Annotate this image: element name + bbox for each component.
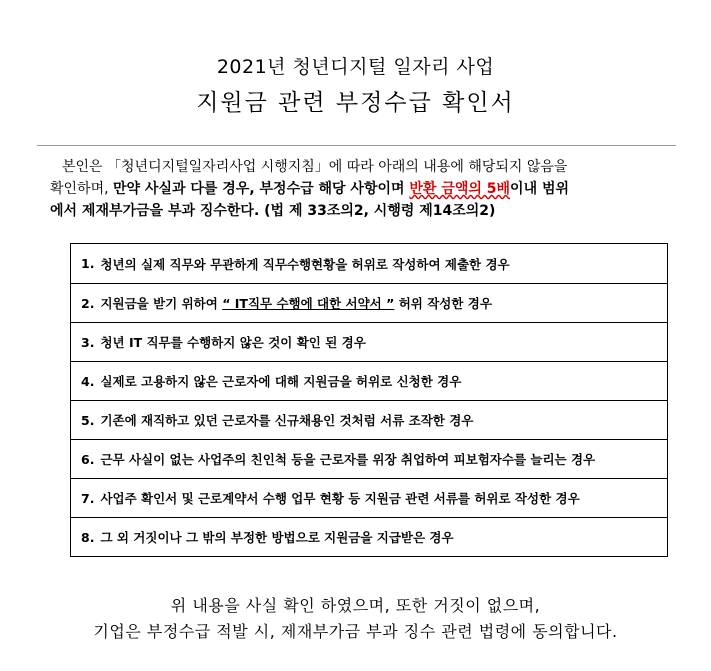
- case-number: 5.: [81, 412, 95, 428]
- document-title-line1: 2021년 청년디지털 일자리 사업: [216, 56, 495, 78]
- case-number: 3.: [81, 334, 95, 350]
- fraud-cases-table: [70, 243, 668, 557]
- case-row-6: [71, 440, 667, 479]
- case-number: 6.: [81, 451, 95, 467]
- closing-line-2: 기업은 부정수급 적발 시, 제재부가금 부과 징수 관련 법령에 동의합니다.: [93, 622, 618, 641]
- closing-statement: [0, 593, 711, 645]
- case-row-1: [71, 244, 667, 284]
- case-number: 4.: [81, 373, 95, 389]
- case-number: 1.: [81, 256, 95, 271]
- case-text: 그 외 거짓이나 그 밖의 부정한 방법으로 지원금을 지급받은 경우: [100, 530, 454, 545]
- case-text: 청년의 실제 직무와 무관하게 직무수행현황을 허위로 작성하여 제출한 경우: [100, 256, 510, 272]
- case-number: 2.: [81, 295, 95, 311]
- case-text: 청년 IT 직무를 수행하지 않은 것이 확인 된 경우: [100, 335, 366, 350]
- case-number: 8.: [81, 529, 95, 545]
- case-text-end: 허위 작성한 경우: [398, 296, 492, 311]
- case-row-8: [71, 518, 667, 557]
- intro-line-3: 에서 제재부가금을 부과 징수한다. (법 제 33조의2, 시행령 제14조의2): [50, 203, 496, 219]
- case-row-2: [71, 284, 667, 323]
- intro-line-2-bold: 만약 사실과 다를 경우, 부정수급 해당 사항이며: [113, 181, 410, 197]
- intro-paragraph: [50, 156, 675, 222]
- intro-line-2-start: 확인하며,: [50, 181, 113, 197]
- intro-line-2: [50, 178, 675, 200]
- case-text: 실제로 고용하지 않은 근로자에 대해 지원금을 허위로 신청한 경우: [100, 374, 462, 389]
- intro-line-1: 본인은 「청년디지털일자리사업 시행지침」에 따라 아래의 내용에 해당되지 않음을: [62, 159, 568, 175]
- case-row-3: [71, 323, 667, 362]
- intro-line-2-end: 이내 범위: [510, 181, 570, 197]
- case-row-5: [71, 401, 667, 440]
- case-text-start: 지원금을 받기 위하여: [100, 296, 218, 311]
- document-title-line2: 지원금 관련 부정수급 확인서: [196, 90, 515, 116]
- case-row-7: [71, 479, 667, 518]
- case-text: 사업주 확인서 및 근로계약서 수행 업무 현황 등 지원금 관련 서류를 허위로 작성한 경우: [100, 491, 580, 506]
- case-row-4: [71, 362, 667, 401]
- header-divider: [37, 145, 676, 146]
- case-text: 근무 사실이 없는 사업주의 친인척 등을 근로자를 위장 취업하여 피보험자수를 늘리는 경우: [100, 452, 596, 467]
- case-number: 7.: [81, 490, 95, 506]
- case-text: 기존에 재직하고 있던 근로자를 신규채용인 것처럼 서류 조작한 경우: [100, 413, 474, 428]
- penalty-amount-highlight: 반환 금액의 5배: [409, 181, 511, 197]
- pledge-document-name: “ IT직무 수행에 대한 서약서 ”: [222, 296, 395, 311]
- closing-line-1: 위 내용을 사실 확인 하였으며, 또한 거짓이 없으며,: [170, 596, 541, 615]
